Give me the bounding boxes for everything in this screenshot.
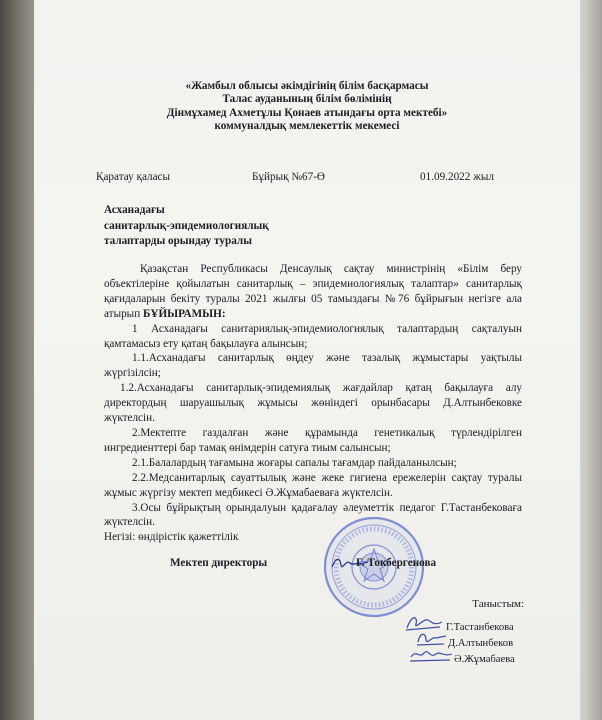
order-title [104,203,269,250]
order-body [104,262,522,545]
director-title: Мектеп директоры [170,557,268,569]
title-line: Асханадағы [104,204,165,216]
city: Қаратау қаласы [96,171,171,183]
order-item: 2.2.Медсанитарлық сауаттылық және жеке гигиена ережелерін сақтау туралы жұмыс жүргізу мектеп медбикесі Ә.Жұмабаеваға жүктелсін. [104,471,522,499]
order-item: 1 Асханадағы санитариялық-эпидемиологиялық талаптардың сақталуын қамтамасыз ету қатаң бақылауға алынсын; [104,322,522,350]
director-name: Г. Токбергенова [356,557,437,569]
order-item: 1.1.Асханадағы санитарлық өңдеу және тазалық жұмыстары уақтылы жүргізілсін; [104,352,522,380]
photo-background-left [0,0,34,720]
order-number: Бұйрық №67-Ө [252,171,326,183]
signature-zhumabaeva [408,645,454,665]
order-item: 2.1.Балалардың тағамына жоғары сапалы тағамдар пайдаланылсын; [132,456,457,469]
acquainted-name: Д.Алтынбеков [448,638,514,649]
header-line: «Жамбыл облысы әкімдігінің білім басқармасы [185,80,429,92]
order-keyword: БҰЙЫРАМЫН: [142,307,226,320]
header-line: Талас ауданының білім бөлімінің [222,93,392,106]
order-item: 3.Осы бұйрықтың орындалуын қадағалау әлеуметтік педагог Г.Тастанбековаға жүктелсін. [104,501,522,529]
basis-line: Негізі: өндірістік қажеттілік [104,531,239,544]
organization-header [34,80,580,134]
order-date: 01.09.2022 жыл [420,171,494,183]
title-line: санитарлық-эпидемиологиялық [104,219,269,232]
acquainted-name: Г.Тастанбекова [446,622,514,633]
header-line: коммуналдық мемлекеттік мекемесі [214,120,400,133]
order-item: 1.2.Асханадағы санитарлық-эпидемиялық жағдайлар қатаң бақылауға алу директордың шаруашылық жұмысы жөніндегі орынбасары Д.Алтынбековке жүктелсін. [104,382,522,425]
acquainted-label: Таныстым: [472,598,524,610]
document-page [34,0,580,720]
intro-paragraph [104,262,522,322]
title-line: талаптарды орындау туралы [104,235,252,247]
photo-background-right [580,0,602,720]
header-line: Дінмұхамед Ахметұлы Қонаев атындағы орта мектебі» [166,106,448,119]
order-item: 2.Мектепте газдалған және құрамында генетикалық түрлендірілген ингредиенттері бар тамақ өнімдерін сатуға тиым салынсын; [104,426,522,454]
intro-text: Қазақстан Республикасы Денсаулық сақтау министрінің «Білім беру объектілеріне қойылатын санитарлық – эпидемиологиялық талаптар» санитарлық қағидаларын бекіту туралы 2021 жылғы 05 тамыздағы №76 бұйрығын негізге ала атырып [104,263,522,320]
acquainted-name: Ә.Жұмабаева [454,654,515,665]
